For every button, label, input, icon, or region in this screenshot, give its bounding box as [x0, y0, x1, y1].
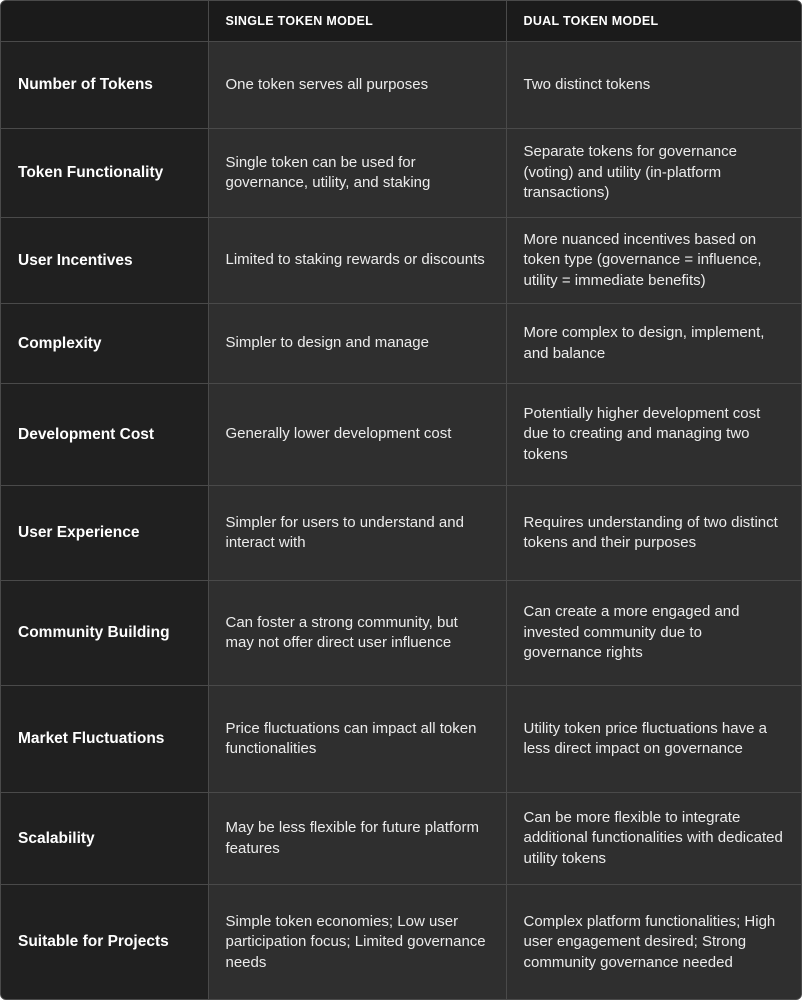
- row-single-value: May be less flexible for future platform features: [208, 793, 506, 885]
- table-row: [1, 486, 801, 581]
- row-single-value: Simpler to design and manage: [208, 304, 506, 384]
- row-single-value: One token serves all purposes: [208, 42, 506, 129]
- table-row: [1, 793, 801, 885]
- row-feature-label: Community Building: [1, 581, 208, 686]
- table-row: [1, 384, 801, 486]
- row-dual-value: Two distinct tokens: [506, 42, 801, 129]
- comparison-table: [1, 1, 801, 1000]
- table-row: [1, 581, 801, 686]
- row-single-value: Limited to staking rewards or discounts: [208, 218, 506, 304]
- row-feature-label: Market Fluctuations: [1, 686, 208, 793]
- row-single-value: Simple token economies; Low user participation focus; Limited governance needs: [208, 885, 506, 1000]
- header-dual-token-model: DUAL TOKEN MODEL: [506, 1, 801, 42]
- row-feature-label: Scalability: [1, 793, 208, 885]
- row-feature-label: Complexity: [1, 304, 208, 384]
- row-feature-label: Development Cost: [1, 384, 208, 486]
- table-row: [1, 885, 801, 1000]
- row-feature-label: Number of Tokens: [1, 42, 208, 129]
- row-dual-value: Can create a more engaged and invested community due to governance rights: [506, 581, 801, 686]
- header-row: [1, 1, 801, 42]
- row-single-value: Price fluctuations can impact all token functionalities: [208, 686, 506, 793]
- row-dual-value: Complex platform functionalities; High user engagement desired; Strong community governance needed: [506, 885, 801, 1000]
- header-feature: [1, 1, 208, 42]
- row-feature-label: User Incentives: [1, 218, 208, 304]
- row-dual-value: Separate tokens for governance (voting) and utility (in-platform transactions): [506, 129, 801, 218]
- row-single-value: Single token can be used for governance, utility, and staking: [208, 129, 506, 218]
- table-row: [1, 218, 801, 304]
- row-single-value: Generally lower development cost: [208, 384, 506, 486]
- row-feature-label: Suitable for Projects: [1, 885, 208, 1000]
- row-dual-value: More complex to design, implement, and balance: [506, 304, 801, 384]
- table-row: [1, 42, 801, 129]
- row-single-value: Can foster a strong community, but may not offer direct user influence: [208, 581, 506, 686]
- row-single-value: Simpler for users to understand and interact with: [208, 486, 506, 581]
- table-row: [1, 686, 801, 793]
- row-feature-label: Token Functionality: [1, 129, 208, 218]
- row-dual-value: Potentially higher development cost due to creating and managing two tokens: [506, 384, 801, 486]
- header-single-token-model: SINGLE TOKEN MODEL: [208, 1, 506, 42]
- row-dual-value: More nuanced incentives based on token type (governance = influence, utility = immediate benefits): [506, 218, 801, 304]
- row-feature-label: User Experience: [1, 486, 208, 581]
- table-row: [1, 304, 801, 384]
- row-dual-value: Utility token price fluctuations have a less direct impact on governance: [506, 686, 801, 793]
- table-row: [1, 129, 801, 218]
- row-dual-value: Requires understanding of two distinct tokens and their purposes: [506, 486, 801, 581]
- row-dual-value: Can be more flexible to integrate additional functionalities with dedicated utility tokens: [506, 793, 801, 885]
